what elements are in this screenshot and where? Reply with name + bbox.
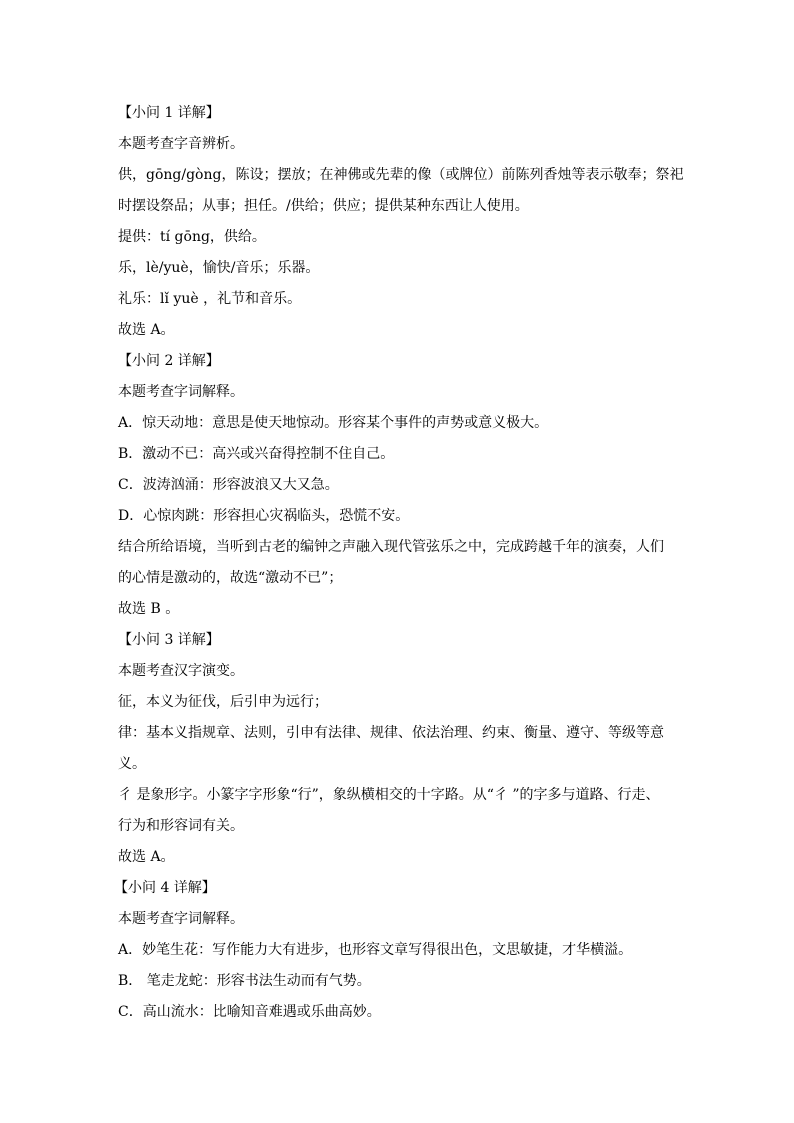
text-line: 故选 A。	[118, 849, 175, 865]
text-line: B．激动不已：高兴或兴奋得控制不住自己。	[118, 446, 395, 462]
text-line: C．波涛汹涌：形容波浪又大又急。	[118, 477, 339, 493]
text-line: 结合所给语境，当听到古老的编钟之声融入现代管弦乐之中，完成跨越千年的演奏，人们	[118, 539, 664, 555]
text-line: 礼乐：lǐ yuè ，礼节和音乐。	[118, 291, 302, 307]
text-line: A．妙笔生花：写作能力大有进步，也形容文章写得很出色，文思敏捷，才华横溢。	[118, 942, 633, 958]
section-heading: 【小问 3 详解】	[118, 632, 220, 648]
section-heading: 【小问 4 详解】	[114, 880, 216, 896]
text-line: 提供：tí gōng，供给。	[118, 229, 266, 245]
text-line: 本题考查字音辨析。	[118, 136, 244, 152]
text-line: A．惊天动地：意思是使天地惊动。形容某个事件的声势或意义极大。	[118, 415, 549, 431]
text-line: 乐，lè/yuè，愉快/音乐；乐器。	[118, 260, 320, 276]
section-heading: 【小问 1 详解】	[118, 105, 220, 121]
text-line: 故选 A。	[118, 322, 175, 338]
text-line: 供，gōng/gòng，陈设；摆放；在神佛或先辈的像（或牌位）前陈列香烛等表示敬奉；祭祀	[118, 167, 684, 183]
text-line: 本题考查字词解释。	[118, 384, 244, 400]
text-line: 征，本义为征伐，后引申为远行；	[118, 694, 328, 710]
text-line: 本题考查字词解释。	[118, 911, 244, 927]
text-line: 彳 是象形字。小篆字字形象“行”，象纵横相交的十字路。从“彳 ”的字多与道路、行走、	[118, 787, 660, 803]
text-line: C．高山流水：比喻知音难遇或乐曲高妙。	[118, 1004, 381, 1020]
text-line: 故选 B 。	[118, 601, 180, 617]
text-line: B． 笔走龙蛇：形容书法生动而有气势。	[118, 973, 371, 989]
text-line: 本题考查汉字演变。	[118, 663, 244, 679]
text-line: 义。	[118, 756, 146, 772]
section-heading: 【小问 2 详解】	[118, 353, 220, 369]
text-line: 的心情是激动的，故选“激动不已”；	[118, 570, 343, 586]
text-line: 行为和形容词有关。	[118, 818, 244, 834]
text-line: 时摆设祭品；从事；担任。/供给；供应；提供某种东西让人使用。	[118, 198, 529, 214]
text-line: D．心惊肉跳：形容担心灾祸临头，恐慌不安。	[118, 508, 410, 524]
text-line: 律：基本义指规章、法则，引申有法律、规律、依法治理、约束、衡量、遵守、等级等意	[118, 725, 664, 741]
